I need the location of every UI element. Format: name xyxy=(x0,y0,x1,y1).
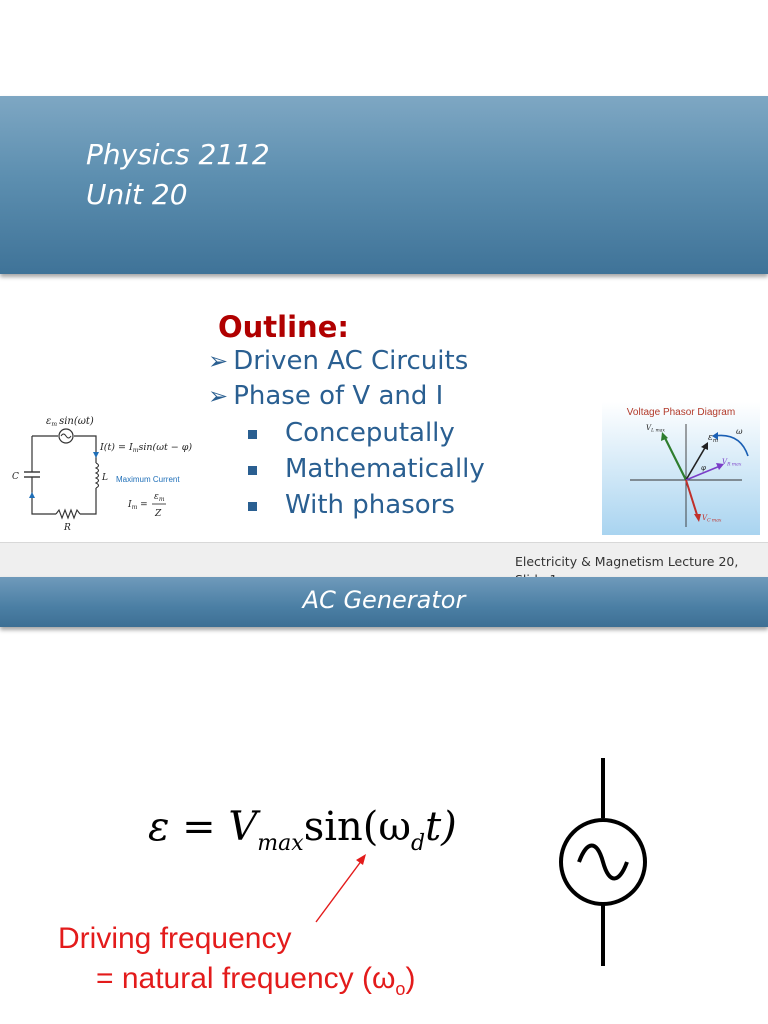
bullet-item xyxy=(208,346,468,376)
resistor-label: R xyxy=(64,523,71,533)
sub-bullet-text: With phasors xyxy=(285,490,455,520)
equation-tail: t) xyxy=(425,804,457,850)
ac-source-symbol-icon xyxy=(556,756,650,968)
annotation-arrow-icon xyxy=(300,850,380,930)
outline-heading: Outline: xyxy=(218,310,349,344)
vc-label: $V_{C max}$ xyxy=(702,514,722,524)
natural-frequency-subscript: o xyxy=(395,979,406,999)
inductor-label: L xyxy=(102,473,108,483)
phi-label: φ xyxy=(701,464,706,472)
im-formula-numerator: $\varepsilon_m$ xyxy=(154,492,165,503)
rlc-circuit-figure xyxy=(8,408,198,534)
natural-frequency-note xyxy=(96,962,415,1000)
voltage-phasor-figure xyxy=(602,402,760,535)
im-formula-lhs: $I_m$ = xyxy=(128,500,148,511)
equation-sin: sin(ω xyxy=(303,804,411,850)
source-label: $\varepsilon_m$ sin(ωt) xyxy=(46,416,94,428)
phasor-title: Voltage Phasor Diagram xyxy=(626,407,736,418)
slide1-footer-text: Electricity & Magnetism Lecture 20, xyxy=(515,554,739,569)
voltage-phasor-diagram xyxy=(602,402,760,535)
max-current-label: Maximum Current xyxy=(116,475,180,484)
equation-lhs: ε = V xyxy=(148,804,258,850)
rlc-circuit-diagram xyxy=(8,408,198,534)
sub-bullet-text: Mathematically xyxy=(285,454,485,484)
bullet-text: Phase of V and I xyxy=(233,381,444,411)
square-bullet-icon xyxy=(248,466,257,475)
im-formula-denominator: Z xyxy=(155,509,162,519)
equation-sub-max: max xyxy=(257,831,304,856)
natural-frequency-text: = natural frequency (ω xyxy=(96,962,396,995)
sub-bullet-text: Conceputally xyxy=(285,418,455,448)
square-bullet-icon xyxy=(248,430,257,439)
driving-frequency-note: Driving frequency xyxy=(58,922,292,955)
bullet-item xyxy=(208,381,443,411)
slide-title-line2: Unit 20 xyxy=(86,178,188,211)
vr-label: $V_{R max}$ xyxy=(722,458,742,468)
slide2-title: AC Generator xyxy=(302,586,466,614)
emf-equation xyxy=(148,804,457,856)
vl-label: $V_{L max}$ xyxy=(646,424,665,434)
bullet-text: Driven AC Circuits xyxy=(233,346,469,376)
omega-label: ω xyxy=(736,427,743,436)
em-label: $\varepsilon_m$ xyxy=(708,433,719,444)
natural-frequency-suffix: ) xyxy=(405,962,416,995)
current-equation: $I(t) = I_m\sin(\omega t - \varphi)$ xyxy=(100,442,193,454)
capacitor-label: C xyxy=(12,472,19,482)
square-bullet-icon xyxy=(248,502,257,511)
equation-sub-d: d xyxy=(411,831,426,856)
right-arrow-bullet-icon: ➢ xyxy=(208,347,229,375)
right-arrow-bullet-icon: ➢ xyxy=(208,382,229,410)
slide-title-line1: Physics 2112 xyxy=(86,138,270,171)
